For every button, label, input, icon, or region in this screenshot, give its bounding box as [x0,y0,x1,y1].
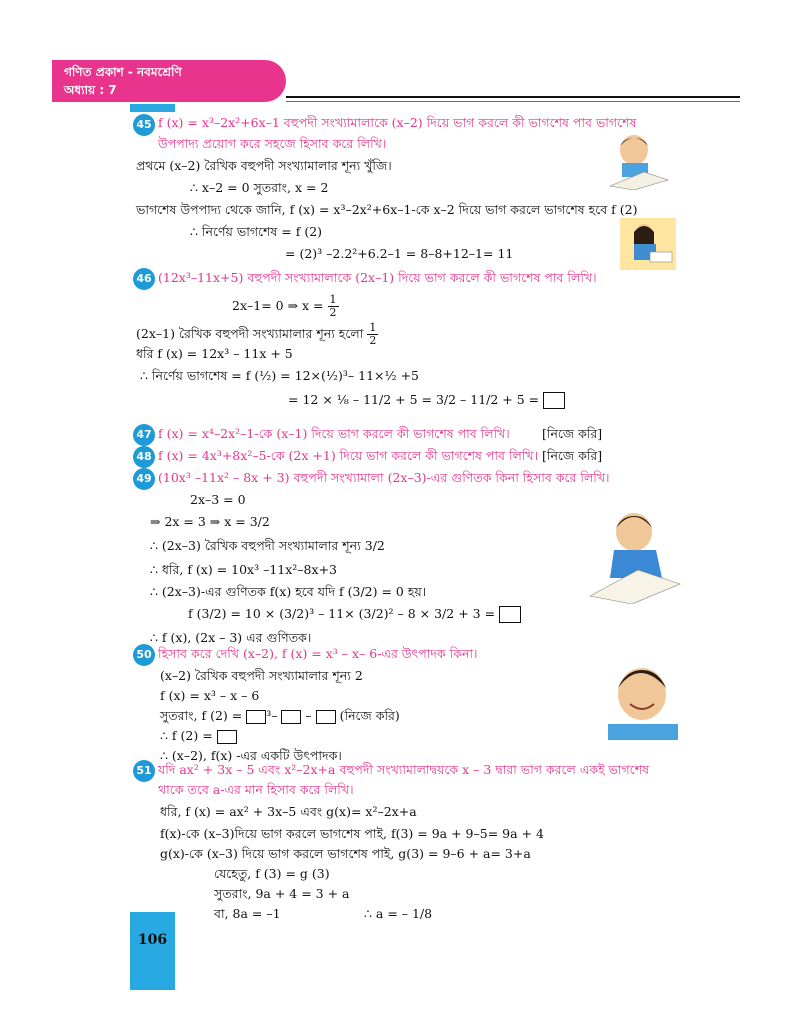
header-rule [286,96,740,98]
fraction-half-2 [367,322,378,347]
p45-line4: ∴ x–2 = 0 সুতরাং, x = 2 [190,180,329,195]
p47-note: [নিজে করি] [542,426,603,441]
p45-line1: f (x) = x³–2x²+6x–1 বহুপদী সংখ্যামালাকে (x–2) দিয়ে ভাগ করলে কী ভাগশেষ পাব ভাগশেষ [158,115,637,130]
fraction-num: 1 [329,293,337,306]
answer-box-46 [543,392,565,409]
p51-line3: ধরি, f (x) = ax² + 3x–5 এবং g(x)= x²–2x+a [160,804,417,819]
p51-line2: থাকে তবে a-এর মান হিসাব করে লিখি। [158,782,354,797]
p45-line6: ∴ নির্ণেয় ভাগশেষ = f (2) [190,224,323,239]
p46-line4: ধরি f (x) = 12x³ – 11x + 5 [136,346,293,361]
p49-line6: ∴ (2x–3)-এর গুণিতক f(x) হবে যদি f (3/2) = 0 হয়। [150,584,427,599]
fraction-half [328,294,339,319]
p51-line7: সুতরাং, 9a + 4 = 3 + a [214,886,350,901]
p50-line6: ∴ (x–2), f(x) -এর একটি উৎপাদক। [160,748,342,763]
p46-line2 [232,294,339,319]
p47-text: f (x) = x⁴–2x²–1-কে (x–1) দিয়ে ভাগ করলে কী ভাগশেষ পাব লিখি। [158,426,510,441]
p50-line1: হিসাব করে দেখি (x–2), f (x) = x³ – x– 6-এর উৎপাদক কিনা। [158,646,478,661]
p50-line5-text: ∴ f (2) = [160,728,213,743]
p46-line3-text: (2x–1) রৈখিক বহুপদী সংখ্যামালার শূন্য হলো [136,326,364,341]
fraction-den-2: 2 [369,334,377,347]
p51-line1: যদি ax² + 3x – 5 এবং x²–2x+a বহুপদী সংখ্যামালাদ্বয়কে x – 3 দ্বারা ভাগ করলে একই ভাগশেষ [158,762,649,777]
p49-line7-text: f (3/2) = 10 × (3/2)³ – 11× (3/2)² – 8 × 3/2 + 3 = [188,606,496,621]
book-title: গণিত প্রকাশ - নবমশ্রেণি [64,65,182,79]
p50-line4-text: সুতরাং, f (2) = [160,708,243,723]
p45-line2: উপপাদ্য প্রয়োগ করে সহজে হিসাব করে লিখি। [158,136,387,151]
p45-line5: ভাগশেষ উপপাদ্য থেকে জানি, f (x) = x³–2x²+6x–1-কে x–2 দিয়ে ভাগ করলে ভাগশেষ হবে f (2) [136,202,638,217]
problem-number-49: 49 [133,468,155,490]
p51-line9: ∴ a = – 1/8 [364,906,433,921]
p51-line4: f(x)-কে (x–3)দিয়ে ভাগ করলে ভাগশেষ পাই, f(3) = 9a + 9–5= 9a + 4 [160,826,544,841]
p49-line7 [188,606,521,623]
p45-line3: প্রথমে (x–2) রৈখিক বহুপদী সংখ্যামালার শূন্য খুঁজি। [136,158,392,173]
problem-number-50: 50 [133,644,155,666]
problem-number-45: 45 [133,114,155,136]
page-number-bar [130,912,175,990]
p50-self-note: (নিজে করি) [339,708,400,723]
smiling-boy-illustration [600,658,684,742]
p49-line2: 2x–3 = 0 [190,492,246,507]
p49-line5: ∴ ধরি, f (x) = 10x³ –11x²–8x+3 [150,562,337,577]
fraction-num-2: 1 [369,321,377,334]
p46-zero-eq: 2x–1= 0 ⇒ x = [232,298,324,313]
p46-line6 [288,392,565,409]
p50-line4: সুতরাং, f (2) = ³– – (নিজে করি) [160,708,400,723]
header-rule-thin [286,101,740,102]
chapter-label: অধ্যায় : 7 [64,83,117,97]
p49-line3: ⇒ 2x = 3 ⇒ x = 3/2 [150,514,270,529]
p49-line4: ∴ (2x–3) রৈখিক বহুপদী সংখ্যামালার শূন্য 3/2 [150,538,385,553]
page-number: 106 [137,932,168,948]
p50-line5 [160,728,237,744]
p48-text: f (x) = 4x³+8x²–5-কে (2x +1) দিয়ে ভাগ করলে কী ভাগশেষ পাব লিখি। [158,448,539,463]
side-bar-top [130,104,175,112]
p49-line8: ∴ f (x), (2x – 3) এর গুণিতক। [150,630,312,645]
blank-box-3 [316,710,336,724]
p46-line6-text: = 12 × ⅛ – 11/2 + 5 = 3/2 – 11/2 + 5 = [288,392,540,407]
problem-number-46: 46 [133,268,155,290]
p51-line5: g(x)-কে (x–3) দিয়ে ভাগ করলে ভাগশেষ পাই, g(3) = 9–6 + a= 3+a [160,846,531,861]
problem-number-51: 51 [133,760,155,782]
boy-writing-illustration [604,128,670,190]
p48-note: [নিজে করি] [542,448,603,463]
p45-line7: = (2)³ –2.2²+6.2–1 = 8–8+12–1= 11 [285,246,514,261]
answer-box-49 [499,606,521,623]
fraction-den: 2 [329,306,337,319]
boy-drawing-illustration [584,508,682,604]
blank-box-1 [246,710,266,724]
answer-box-50 [217,730,237,744]
problem-number-48: 48 [133,446,155,468]
p50-line3: f (x) = x³ – x – 6 [160,688,260,703]
p51-line6: যেহেতু, f (3) = g (3) [214,866,330,881]
p51-line8: বা, 8a = –1 [214,906,281,921]
p46-line5: ∴ নির্ণেয় ভাগশেষ = f (½) = 12×(½)³– 11×½ +5 [140,368,420,383]
girl-reading-illustration [620,218,676,270]
p46-line3 [136,322,378,347]
p49-line1: (10x³ –11x² – 8x + 3) বহুপদী সংখ্যামালা (2x–3)-এর গুণিতক কিনা হিসাব করে লিখি। [158,470,610,485]
problem-number-47: 47 [133,424,155,446]
p50-line2: (x–2) রৈখিক বহুপদী সংখ্যামালার শূন্য 2 [160,668,363,683]
blank-box-2 [281,710,301,724]
p46-line1: (12x³–11x+5) বহুপদী সংখ্যামালাকে (2x–1) দিয়ে ভাগ করলে কী ভাগশেষ পাব লিখি। [158,270,597,285]
